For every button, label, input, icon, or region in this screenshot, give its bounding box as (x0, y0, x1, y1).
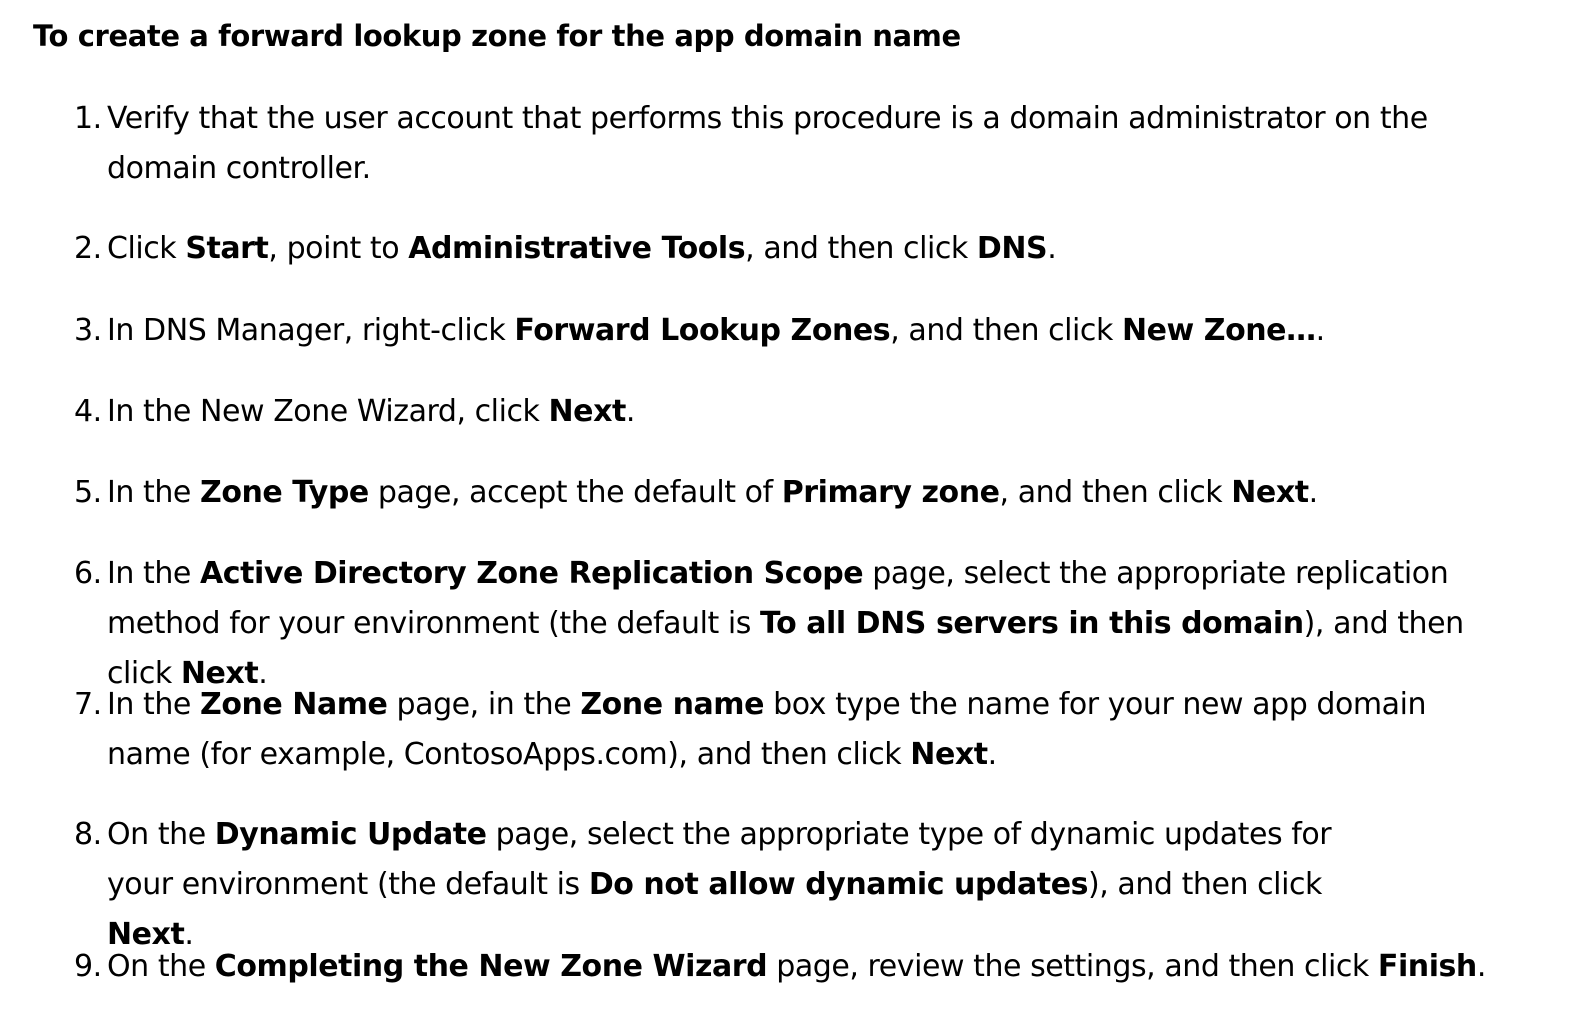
step-text (107, 475, 1318, 510)
step-text (107, 556, 1464, 691)
step-emphasis: Next (910, 737, 988, 772)
step-emphasis: Zone Type (200, 475, 369, 510)
step-text-run: . (258, 656, 268, 691)
step-emphasis: Do not allow dynamic updates (588, 867, 1088, 902)
step-text-run: page, in the (387, 687, 581, 722)
step-text-run: ), and then click (107, 606, 1464, 691)
step-text-run: . (1476, 949, 1486, 984)
step-text-run: In the (107, 687, 201, 722)
step-number: 1. (74, 101, 102, 136)
step-text-run: . (1047, 231, 1057, 266)
step-text-run: On the (107, 949, 215, 984)
step-number: 3. (74, 313, 102, 348)
step-emphasis: Dynamic Update (214, 817, 487, 852)
step-text-run: , and then click (745, 231, 977, 266)
step-text (107, 231, 1056, 266)
step-emphasis: New Zone… (1121, 313, 1316, 348)
step-text-run: Click (107, 231, 186, 266)
step-text-run: page, select the appropriate type of dynamic updates for your environment (the default is (107, 817, 1332, 902)
step-9 (74, 942, 1517, 992)
step-emphasis: Next (107, 917, 185, 952)
step-text-run: . (625, 394, 635, 429)
step-text-run: . (987, 737, 997, 772)
step-number: 6. (74, 556, 102, 591)
step-text-run: On the (107, 817, 215, 852)
step-text-run: In the (107, 556, 201, 591)
step-5 (74, 468, 1517, 518)
step-number: 4. (74, 394, 102, 429)
step-text (107, 313, 1325, 348)
step-text (107, 949, 1486, 984)
step-number: 8. (74, 817, 102, 852)
step-text-run: Verify that the user account that performs this procedure is a domain administrator on the domain controller. (107, 101, 1428, 186)
step-text-run: In DNS Manager, right-click (107, 313, 515, 348)
step-number: 7. (74, 687, 102, 722)
step-text-run: , and then click (890, 313, 1122, 348)
step-text (107, 817, 1331, 952)
step-3 (74, 306, 1517, 356)
step-text-run: page, review the settings, and then click (767, 949, 1378, 984)
step-emphasis: Primary zone (781, 475, 1000, 510)
step-number: 2. (74, 231, 102, 266)
step-emphasis: Finish (1377, 949, 1477, 984)
step-emphasis: Next (1231, 475, 1309, 510)
step-text-run: ), and then click (1088, 867, 1322, 902)
step-text-run: . (1308, 475, 1318, 510)
step-number: 5. (74, 475, 102, 510)
step-emphasis: Next (180, 656, 259, 691)
step-number: 9. (74, 949, 102, 984)
step-2 (74, 224, 1517, 274)
step-text-run: page, accept the default of (368, 475, 782, 510)
step-4 (74, 387, 1517, 437)
step-text-run: page, select the appropriate replication method for your environment (the default is (107, 556, 1449, 641)
step-8 (74, 810, 1357, 960)
step-emphasis: To all DNS servers in this domain (760, 606, 1304, 641)
step-text (107, 101, 1428, 186)
step-text-run: box type the name for your new app domain name (for example, ContosoApps.com), and then click (107, 687, 1427, 772)
step-emphasis: DNS (976, 231, 1048, 266)
step-text-run: , point to (268, 231, 409, 266)
step-emphasis: Active Directory Zone Replication Scope (200, 556, 864, 591)
step-emphasis: Next (548, 394, 626, 429)
step-text-run: , and then click (999, 475, 1232, 510)
step-emphasis: Zone name (580, 687, 765, 722)
step-emphasis: Start (185, 231, 269, 266)
step-emphasis: Completing the New Zone Wizard (214, 949, 768, 984)
step-text-run: In the New Zone Wizard, click (107, 394, 549, 429)
step-text-run: . (184, 917, 194, 952)
step-text (107, 394, 635, 429)
step-text (107, 687, 1426, 772)
step-7 (74, 680, 1507, 780)
step-emphasis: Forward Lookup Zones (514, 313, 891, 348)
procedure-title: To create a forward lookup zone for the app domain name (33, 19, 961, 53)
step-1 (74, 94, 1497, 194)
step-emphasis: Zone Name (200, 687, 388, 722)
step-text-run: In the (107, 475, 201, 510)
step-text-run: . (1315, 313, 1325, 348)
step-emphasis: Administrative Tools (408, 231, 746, 266)
step-6 (74, 549, 1487, 699)
